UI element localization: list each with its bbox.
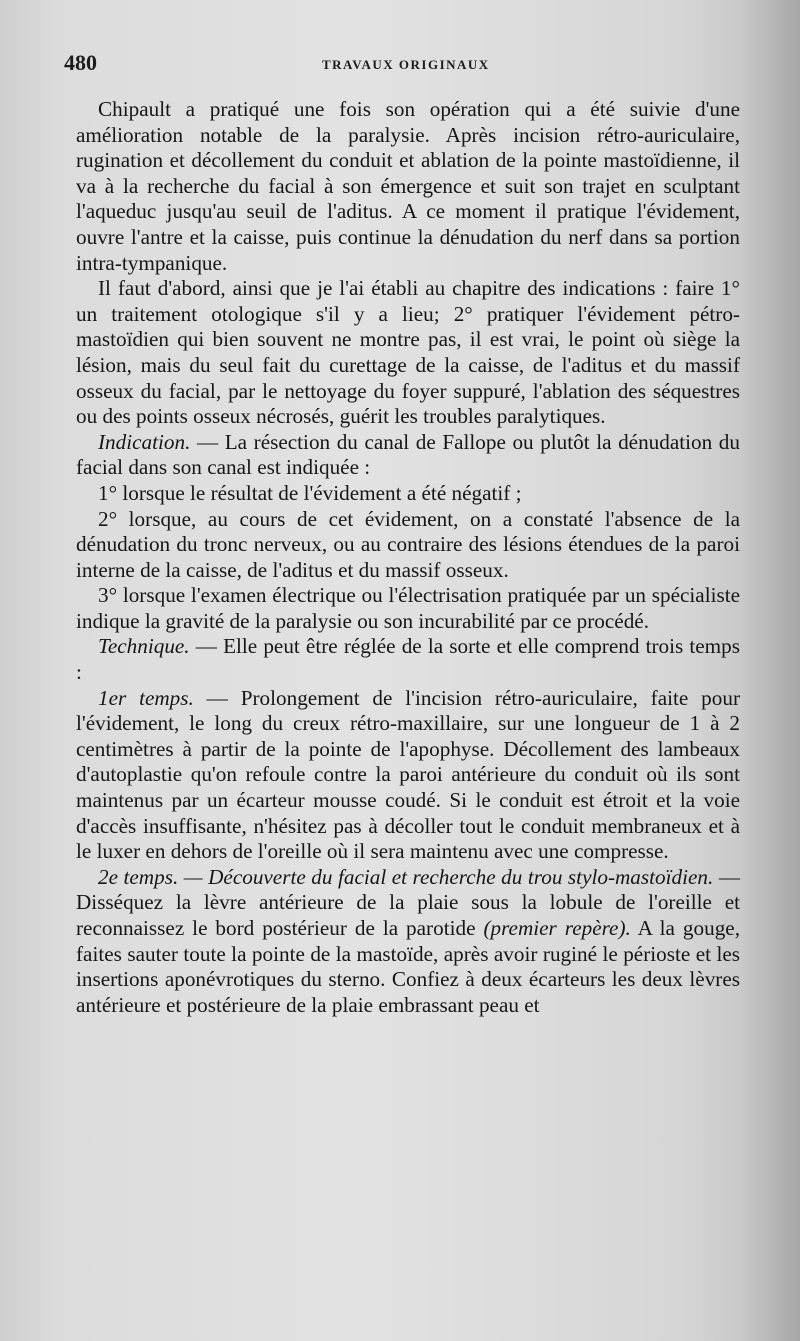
indication-item-1: 1° lorsque le résultat de l'évidement a été négatif ;: [98, 480, 522, 505]
paragraph-treatment: Il faut d'abord, ainsi que je l'ai établi au chapitre des indications : faire 1° un traitement otologique s'il y a lieu; 2° pratiquer l'évidement pétro-mastoïdien qui bien souvent ne montre pas, il est vrai, le point où siège la lésion, mais du seul fait du curettage de la caisse, de l'aditus et du massif osseux du facial, par le nettoyage du foyer suppuré, l'ablation des séquestres ou des points osseux nécrosés, guérit les troubles paralytiques.: [76, 276, 740, 429]
technique-text: — Elle peut être réglée de la sorte et elle comprend trois temps :: [76, 634, 740, 685]
paragraph-chipault: Chipault a pratiqué une fois son opération qui a été suivie d'une amélioration notable de la paralysie. Après incision rétro-auriculaire, rugination et décollement du conduit et ablation de la pointe mastoïdienne, il va à la recherche du facial à son émergence et suit son trajet en sculptant l'aqueduc jusqu'au seuil de l'aditus. A ce moment il pratique l'évidement, ouvre l'antre et la caisse, puis continue la dénudation du nerf dans sa portion intra-tympanique.: [76, 97, 740, 275]
paragraph-first-step: [76, 686, 740, 865]
technique-heading: Technique.: [98, 634, 190, 659]
indication-item-3: 3° lorsque l'examen électrique ou l'électrisation pratiquée par un spécialiste indique la gravité de la paralysie ou son incurabilité par ce procédé.: [76, 583, 740, 633]
page-edge-shadow: [740, 0, 800, 1341]
running-title: TRAVAUX ORIGINAUX: [322, 57, 490, 72]
paragraph-technique: [76, 634, 740, 685]
indication-item-2: 2° lorsque, au cours de cet évidement, on a constaté l'absence de la dénudation du tronc nerveux, ou au contraire des lésions étendues de la paroi interne de la caisse, de l'aditus et du massif osseux.: [76, 506, 740, 582]
body-text: [76, 97, 740, 1018]
second-step-tail: A la gouge, faites sauter toute la pointe de la mastoïde, après avoir ruginé le périoste et les insertions aponévrotiques du sterno. Confiez à deux écarteurs les deux lèvres antérieure et postérieure de la plaie embrassant peau et: [76, 916, 740, 1017]
page-header: [64, 50, 724, 80]
first-step-text: — Prolongement de l'incision rétro-auriculaire, faite pour l'évidement, le long du creux rétro-maxillaire, sur une longueur de 1 à 2 centimètres à partir de la pointe de l'apophyse. Décollement des lambeaux d'autoplastie qu'on refoule contre la paroi antérieure du conduit où ils sont maintenus par un écarteur mousse coudé. Si le conduit est étroit et la voie d'accès insuffisante, n'hésitez pas à décoller tout le conduit membraneux et à le luxer en dehors de l'oreille où il sera maintenu avec une compresse.: [76, 685, 740, 864]
second-step-heading: 2e temps. — Découverte du facial et recherche du trou stylo-mastoïdien.: [98, 864, 714, 889]
page-number: 480: [64, 50, 97, 75]
second-step-text: — Disséquez la lèvre antérieure de la plaie sous la lobule de l'oreille et reconnaissez le bord postérieur de la parotide: [76, 864, 740, 940]
paragraph-second-step: [76, 865, 740, 1019]
first-step-heading: 1er temps.: [98, 685, 194, 710]
paragraph-indication: [76, 430, 740, 481]
indication-text: — La résection du canal de Fallope ou plutôt la dénudation du facial dans son canal est indiquée :: [76, 429, 740, 480]
indication-heading: Indication.: [98, 429, 191, 454]
second-step-italic: (premier repère).: [483, 916, 631, 940]
